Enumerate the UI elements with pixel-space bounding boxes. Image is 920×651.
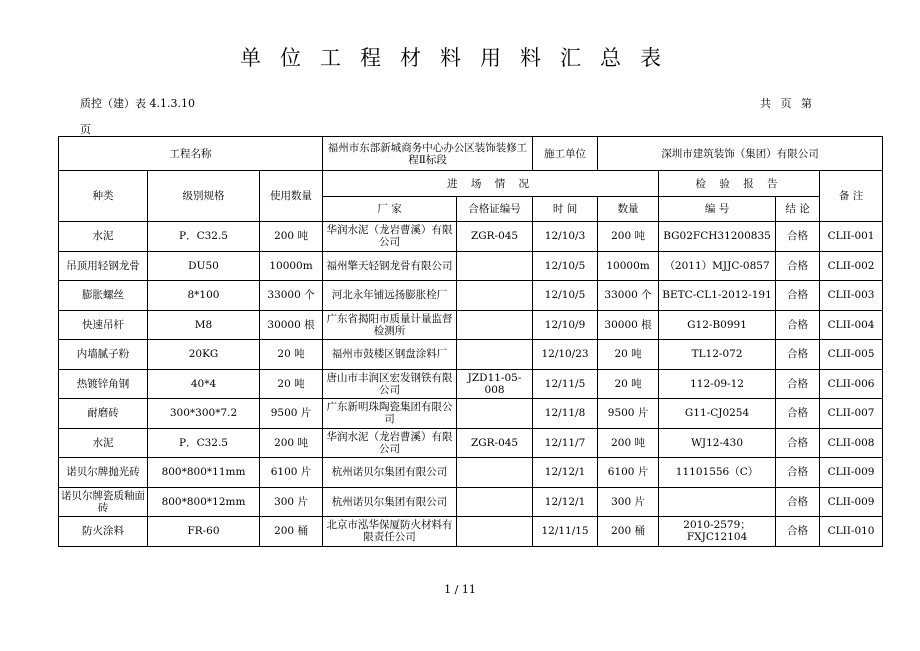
cell-cert [457,399,533,429]
cell-entry-qty: 200 吨 [598,428,659,458]
cell-kind: 耐磨砖 [59,399,148,429]
table-row [59,222,883,252]
cell-cert [457,487,533,517]
cell-result: 合格 [776,251,820,281]
col-kind: 种类 [59,171,148,222]
cell-date: 12/12/1 [533,458,598,488]
page-info-continued: 页 [80,123,91,136]
cell-spec: 800*800*12mm [148,487,260,517]
cell-remark: CLII-008 [820,428,883,458]
page-info: 共 页 第 [760,97,812,110]
cell-qty: 20 吨 [260,340,323,370]
cell-spec: DU50 [148,251,260,281]
table-row [59,281,883,311]
cell-date: 12/12/1 [533,487,598,517]
col-remarks: 备 注 [820,171,883,222]
table-row [59,517,883,547]
cell-kind: 诺贝尔牌瓷质釉面砖 [59,487,148,517]
cell-date: 12/10/9 [533,310,598,340]
table-row [59,487,883,517]
cell-cert: ZGR-045 [457,222,533,252]
cell-qty: 20 吨 [260,369,323,399]
cell-cert [457,310,533,340]
cell-result: 合格 [776,369,820,399]
cell-qty: 200 桶 [260,517,323,547]
cell-kind: 内墙腻子粉 [59,340,148,370]
cell-date: 12/11/5 [533,369,598,399]
cell-maker: 杭州诺贝尔集团有限公司 [323,487,457,517]
cell-cert [457,251,533,281]
cell-qty: 300 片 [260,487,323,517]
col-time: 时 间 [533,197,598,222]
cell-spec: 800*800*11mm [148,458,260,488]
cell-kind: 热镀锌角钢 [59,369,148,399]
cell-maker: 福州擎天轻钢龙骨有限公司 [323,251,457,281]
cell-qty: 200 吨 [260,428,323,458]
cell-cert [457,517,533,547]
cell-spec: 20KG [148,340,260,370]
table-row [59,458,883,488]
col-report-no: 编 号 [659,197,776,222]
col-entry-qty: 数量 [598,197,659,222]
cell-result: 合格 [776,399,820,429]
cell-kind: 水泥 [59,222,148,252]
col-cert: 合格证编号 [457,197,533,222]
cell-kind: 膨胀螺丝 [59,281,148,311]
cell-qty: 30000 根 [260,310,323,340]
cell-kind: 快速吊杆 [59,310,148,340]
cell-entry-qty: 20 吨 [598,340,659,370]
cell-spec: M8 [148,310,260,340]
cell-kind: 水泥 [59,428,148,458]
cell-remark: CLII-006 [820,369,883,399]
cell-cert [457,281,533,311]
cell-date: 12/10/23 [533,340,598,370]
cell-result: 合格 [776,222,820,252]
cell-qty: 10000m [260,251,323,281]
cell-qty: 33000 个 [260,281,323,311]
cell-entry-qty: 200 吨 [598,222,659,252]
cell-entry-qty: 300 片 [598,487,659,517]
col-test-group: 检 验 报 告 [659,171,820,197]
cell-remark: CLII-003 [820,281,883,311]
cell-maker: 华润水泥（龙岩曹溪）有限公司 [323,428,457,458]
cell-date: 12/10/3 [533,222,598,252]
cell-kind: 诺贝尔牌抛光砖 [59,458,148,488]
cell-spec: P．C32.5 [148,222,260,252]
cell-maker: 华润水泥（龙岩曹溪）有限公司 [323,222,457,252]
cell-entry-qty: 20 吨 [598,369,659,399]
cell-date: 12/11/8 [533,399,598,429]
col-entry-group: 进 场 情 况 [323,171,659,197]
cell-report: G12-B0991 [659,310,776,340]
table-row [59,251,883,281]
cell-cert [457,458,533,488]
cell-maker: 广东省揭阳市质量计量监督检测所 [323,310,457,340]
cell-result: 合格 [776,310,820,340]
table-row [59,428,883,458]
cell-entry-qty: 6100 片 [598,458,659,488]
materials-summary-table [58,136,883,547]
page-footer: 1 / 11 [444,583,476,596]
cell-cert: ZGR-045 [457,428,533,458]
cell-maker: 广东新明珠陶瓷集团有限公司 [323,399,457,429]
cell-report: 112-09-12 [659,369,776,399]
cell-kind: 防火涂料 [59,517,148,547]
col-spec: 级别规格 [148,171,260,222]
cell-date: 12/11/7 [533,428,598,458]
cell-entry-qty: 30000 根 [598,310,659,340]
document-title: 单位工程材料用料汇总表 [240,46,680,70]
cell-report: TL12-072 [659,340,776,370]
project-value: 福州市东部新城商务中心办公区装饰装修工程Ⅱ标段 [323,137,533,171]
cell-remark: CLII-004 [820,310,883,340]
cell-remark: CLII-005 [820,340,883,370]
cell-maker: 杭州诺贝尔集团有限公司 [323,458,457,488]
cell-maker: 北京市泓华保厦防火材料有限责任公司 [323,517,457,547]
cell-remark: CLII-007 [820,399,883,429]
cell-spec: 8*100 [148,281,260,311]
cell-remark: CLII-010 [820,517,883,547]
header-row [59,137,883,171]
cell-spec: P．C32.5 [148,428,260,458]
cell-date: 12/11/15 [533,517,598,547]
form-code: 质控（建）表 4.1.3.10 [80,97,195,110]
cell-kind: 吊顶用轻钢龙骨 [59,251,148,281]
cell-cert: JZD11-05-008 [457,369,533,399]
col-qty: 使用数量 [260,171,323,222]
cell-cert [457,340,533,370]
cell-date: 12/10/5 [533,251,598,281]
cell-result: 合格 [776,281,820,311]
cell-maker: 唐山市丰润区宏发钢铁有限公司 [323,369,457,399]
contractor-label: 施工单位 [533,137,598,171]
cell-maker: 福州市鼓楼区钢盘涂料厂 [323,340,457,370]
cell-report: G11-CJ0254 [659,399,776,429]
cell-qty: 6100 片 [260,458,323,488]
table-body [59,222,883,547]
cell-result: 合格 [776,458,820,488]
contractor-value: 深圳市建筑装饰（集团）有限公司 [598,137,883,171]
cell-report: （2011）MJJC-0857 [659,251,776,281]
col-manufacturer: 厂 家 [323,197,457,222]
table-row [59,399,883,429]
cell-remark: CLII-009 [820,487,883,517]
cell-date: 12/10/5 [533,281,598,311]
cell-result: 合格 [776,428,820,458]
column-group-row [59,171,883,197]
cell-report: 11101556（C） [659,458,776,488]
cell-qty: 200 吨 [260,222,323,252]
cell-result: 合格 [776,487,820,517]
cell-maker: 河北永年铺远扬膨胀栓厂 [323,281,457,311]
cell-spec: 40*4 [148,369,260,399]
cell-result: 合格 [776,517,820,547]
cell-entry-qty: 33000 个 [598,281,659,311]
cell-report: BG02FCH31200835 [659,222,776,252]
cell-result: 合格 [776,340,820,370]
cell-report: WJ12-430 [659,428,776,458]
cell-remark: CLII-002 [820,251,883,281]
cell-report: 2010-2579；FXJC12104 [659,517,776,547]
cell-qty: 9500 片 [260,399,323,429]
table-row [59,340,883,370]
cell-spec: FR-60 [148,517,260,547]
cell-remark: CLII-001 [820,222,883,252]
cell-spec: 300*300*7.2 [148,399,260,429]
table-row [59,369,883,399]
col-conclusion: 结 论 [776,197,820,222]
cell-entry-qty: 200 桶 [598,517,659,547]
cell-entry-qty: 10000m [598,251,659,281]
cell-report: BETC-CL1-2012-191 [659,281,776,311]
cell-remark: CLII-009 [820,458,883,488]
cell-report [659,487,776,517]
project-label: 工程名称 [59,137,323,171]
table-row [59,310,883,340]
cell-entry-qty: 9500 片 [598,399,659,429]
